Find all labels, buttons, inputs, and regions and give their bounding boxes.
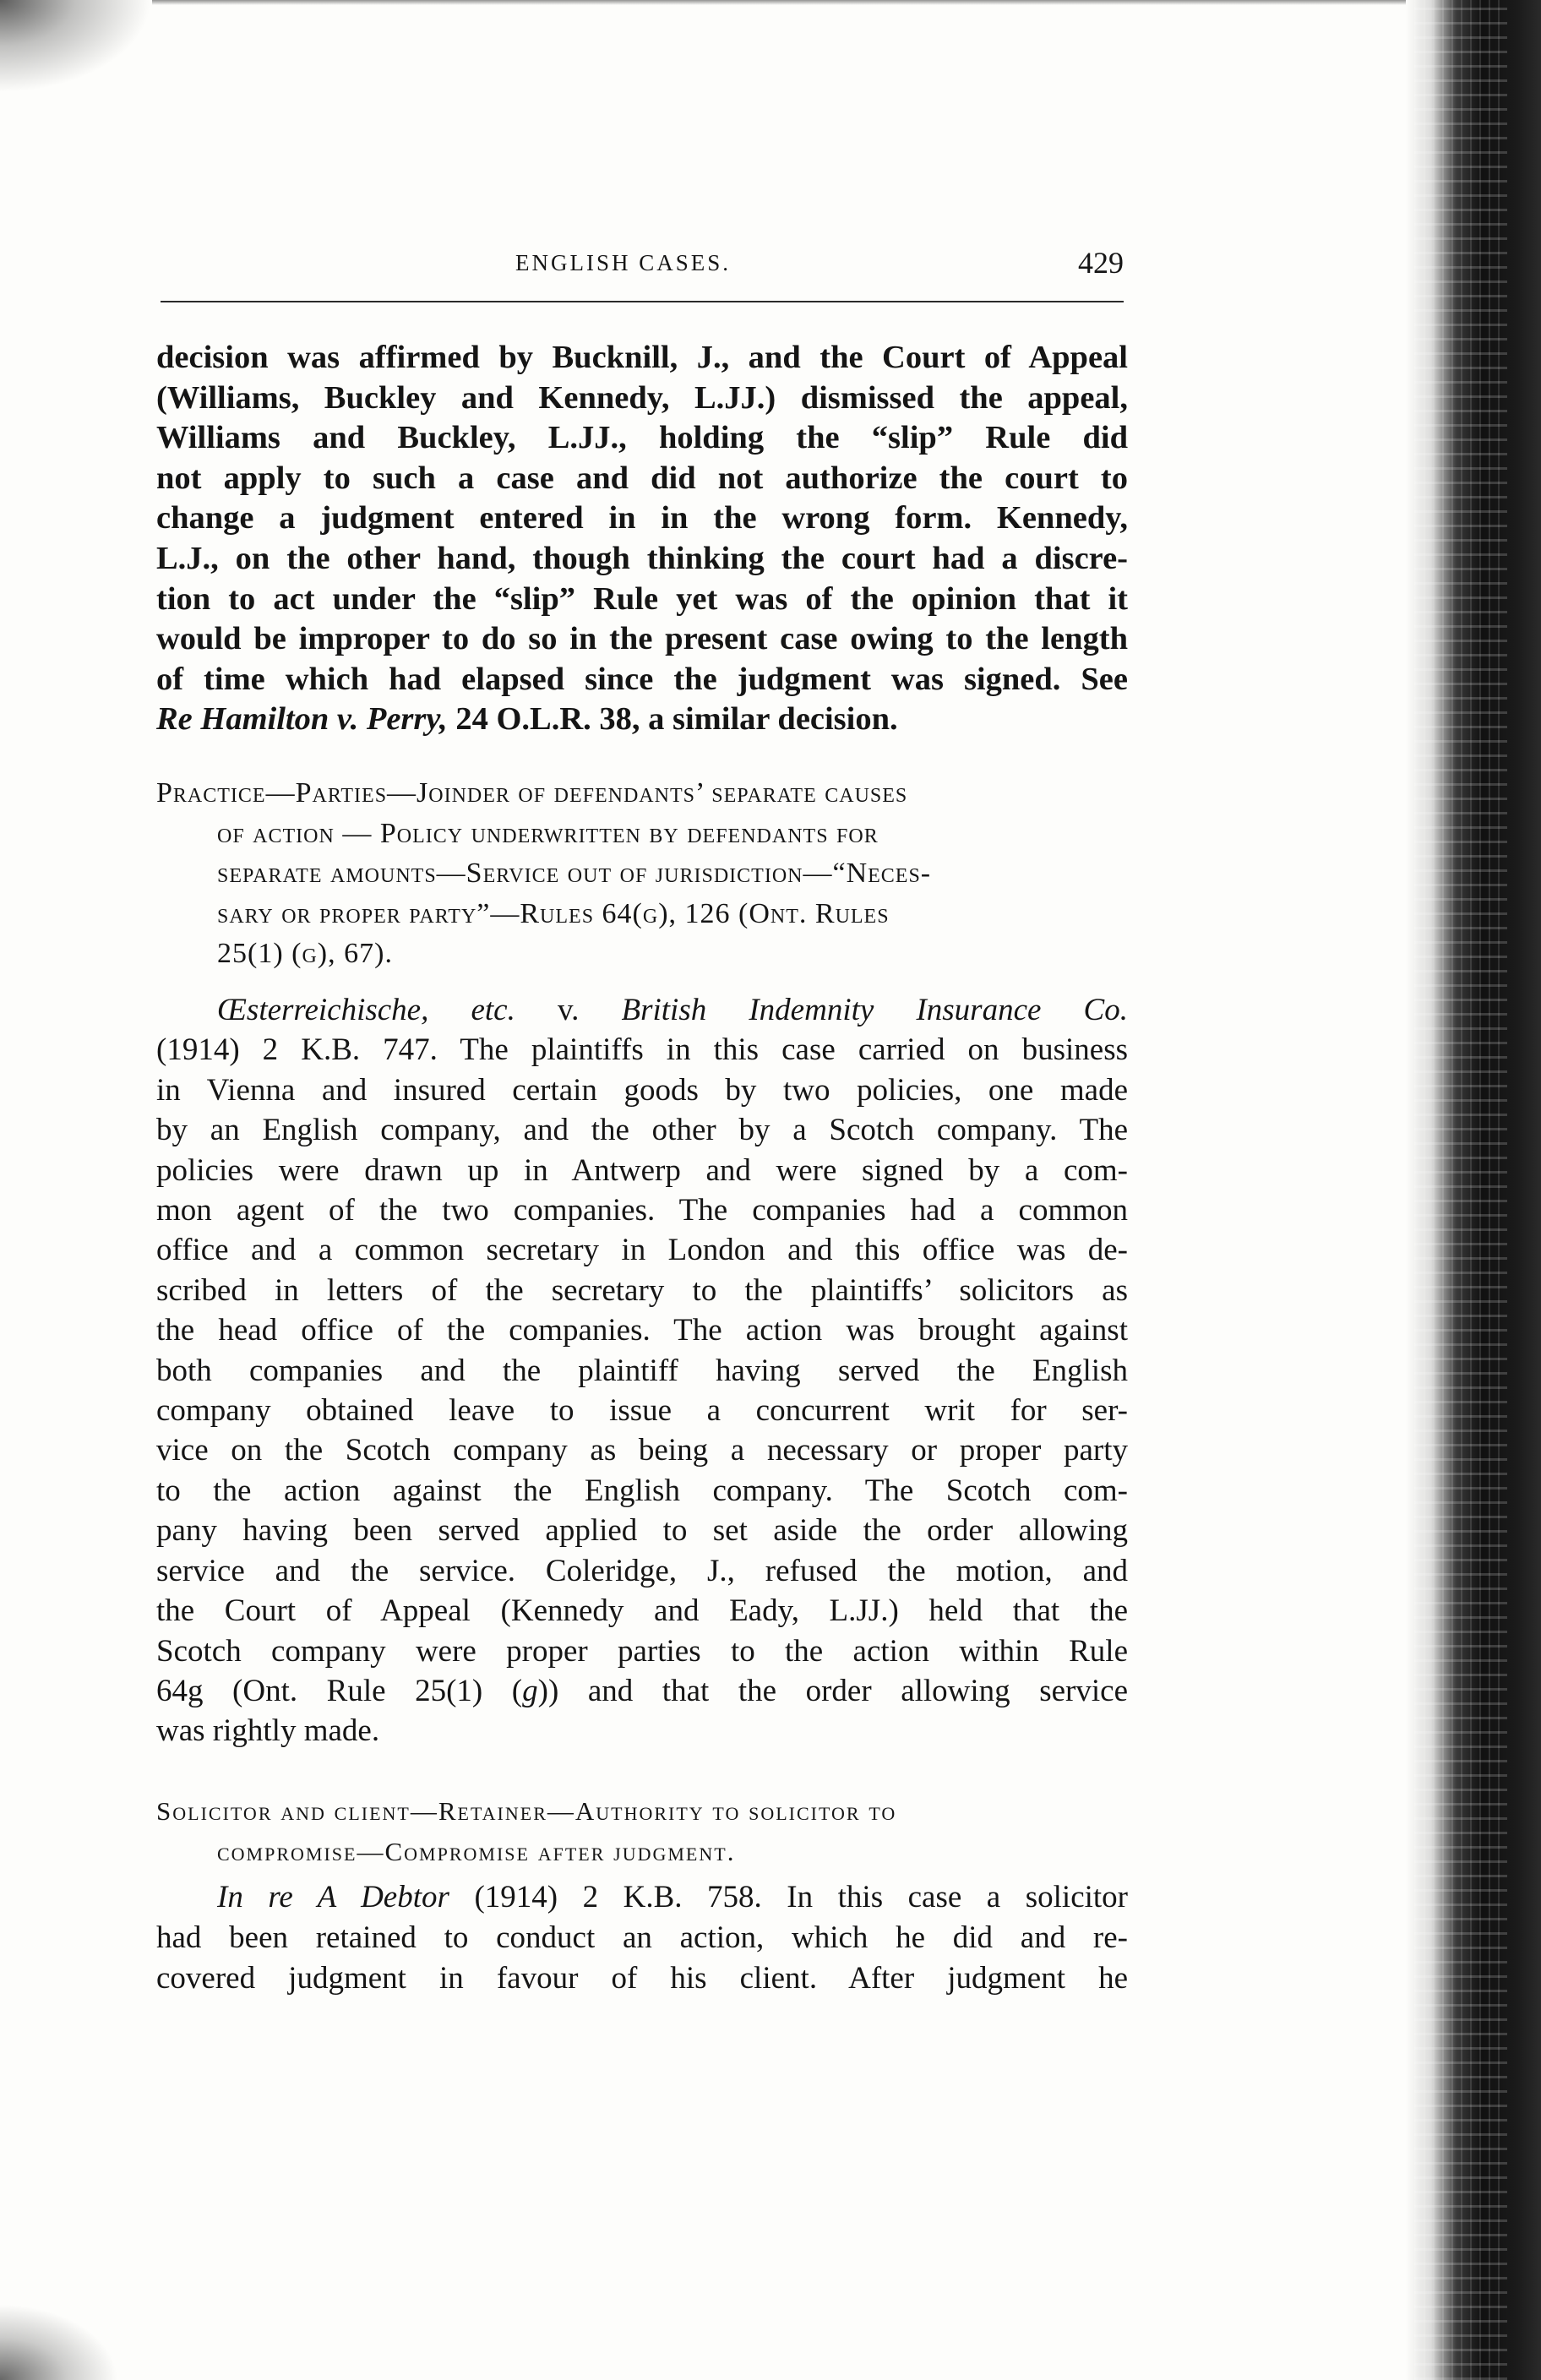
text-line: the head office of the companies. The action was brought against bbox=[156, 1313, 1128, 1348]
text-line: would be improper to do so in the present case owing to the length bbox=[156, 621, 1128, 657]
text-line: office and a common secretary in London and this office was de- bbox=[156, 1233, 1128, 1268]
text-line: by an English company, and the other by a Scotch company. The bbox=[156, 1113, 1128, 1148]
heading-line: Practice—Parties—Joinder of defendants’ separate causes bbox=[156, 777, 908, 809]
text-line bbox=[156, 1671, 1128, 1711]
text-line: Scotch company were proper parties to the action within Rule bbox=[156, 1633, 1128, 1669]
text-line: vice on the Scotch company as being a necessary or proper party bbox=[156, 1433, 1128, 1468]
text-line: was rightly made. bbox=[156, 1713, 380, 1749]
text-line: both companies and the plaintiff having served the English bbox=[156, 1353, 1128, 1388]
case-citation: Œsterreichische, etc. bbox=[217, 993, 515, 1027]
text-line bbox=[156, 1877, 1128, 1918]
case-paragraph bbox=[156, 1877, 1128, 1999]
text-line: in Vienna and insured certain goods by two policies, one made bbox=[156, 1072, 1128, 1108]
text-span: v. bbox=[515, 993, 622, 1027]
case-citation: Re Hamilton v. Perry, bbox=[156, 701, 448, 738]
heading-line: Solicitor and client—Retainer—Authority to solicitor to bbox=[156, 1796, 897, 1826]
case-paragraph bbox=[156, 990, 1128, 1751]
text-line: service and the service. Coleridge, J., refused the motion, and bbox=[156, 1553, 1128, 1588]
scan-shadow-bottom-left bbox=[0, 2304, 118, 2380]
heading-line: sary or proper party”—Rules 64(g), 126 (Ont. Rules bbox=[217, 897, 890, 929]
text-line: not apply to such a case and did not authorize the court to bbox=[156, 460, 1128, 496]
text-span: 64g (Ont. Rule 25(1) ( bbox=[156, 1673, 523, 1708]
text-line: the Court of Appeal (Kennedy and Eady, L.JJ.) held that the bbox=[156, 1593, 1128, 1629]
text-line: (1914) 2 K.B. 747. The plaintiffs in this case carried on business bbox=[156, 1032, 1128, 1068]
case-citation: In re A Debtor bbox=[217, 1880, 449, 1914]
text-line: policies were drawn up in Antwerp and were signed by a com- bbox=[156, 1152, 1128, 1188]
text-line: had been retained to conduct an action, which he did and re- bbox=[156, 1920, 1128, 1955]
text-line: of time which had elapsed since the judgment was signed. See bbox=[156, 661, 1128, 697]
text-line: scribed in letters of the secretary to the plaintiffs’ solicitors as bbox=[156, 1272, 1128, 1308]
text-line: company obtained leave to issue a concurrent writ for ser- bbox=[156, 1393, 1128, 1429]
binding-texture bbox=[1414, 0, 1507, 2380]
text-span: )) and that the order allowing service bbox=[537, 1673, 1128, 1708]
section-heading bbox=[156, 1791, 1128, 1872]
text-line: mon agent of the two companies. The companies had a common bbox=[156, 1193, 1128, 1228]
running-head: ENGLISH CASES. bbox=[515, 250, 732, 275]
text-line bbox=[156, 700, 1128, 740]
page-number: 429 bbox=[1078, 246, 1124, 280]
text-line: decision was affirmed by Bucknill, J., and the Court of Appeal bbox=[156, 340, 1128, 375]
case-citation: British Indemnity Insurance Co. bbox=[621, 993, 1128, 1027]
text-line: covered judgment in favour of his client. After judgment he bbox=[156, 1961, 1128, 1996]
text-span: 24 O.L.R. 38, a similar decision. bbox=[447, 701, 898, 738]
text-span: (1914) 2 K.B. 758. In this case a solicitor bbox=[449, 1880, 1129, 1914]
section-heading bbox=[156, 773, 1128, 974]
paragraph-continued bbox=[156, 338, 1128, 740]
text-line: (Williams, Buckley and Kennedy, L.JJ.) dismissed the appeal, bbox=[156, 379, 1128, 416]
text-line: change a judgment entered in in the wrong form. Kennedy, bbox=[156, 500, 1128, 536]
page-header bbox=[161, 245, 1124, 287]
text-line: Williams and Buckley, L.JJ., holding the “slip” Rule did bbox=[156, 420, 1128, 456]
text-line: L.J., on the other hand, though thinking the court had a discre- bbox=[156, 540, 1128, 576]
heading-line: compromise—Compromise after judgment. bbox=[217, 1837, 736, 1866]
text-line: pany having been served applied to set aside the order allowing bbox=[156, 1513, 1128, 1549]
header-rule bbox=[161, 301, 1124, 302]
scan-shadow-top-left bbox=[0, 0, 152, 93]
text-line bbox=[156, 990, 1128, 1030]
heading-line: 25(1) (g), 67). bbox=[217, 938, 393, 969]
text-line: to the action against the English company. The Scotch com- bbox=[156, 1473, 1128, 1508]
heading-line: of action — Policy underwritten by defendants for bbox=[217, 817, 879, 849]
text-line: tion to act under the “slip” Rule yet was of the opinion that it bbox=[156, 580, 1128, 617]
rule-letter: g bbox=[522, 1673, 538, 1708]
scan-shadow-top-edge bbox=[152, 0, 1406, 5]
heading-line: separate amounts—Service out of jurisdiction—“Neces- bbox=[217, 858, 932, 889]
